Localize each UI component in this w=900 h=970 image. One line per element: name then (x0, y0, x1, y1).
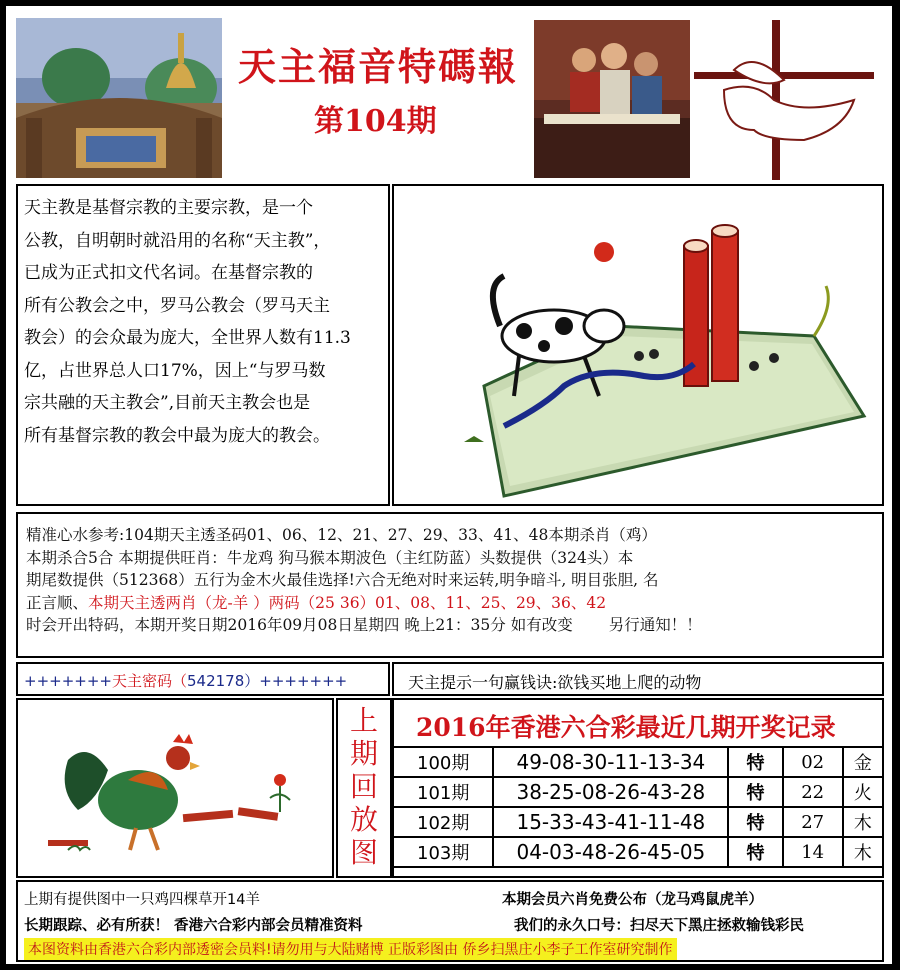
rooster-image (18, 700, 332, 876)
results-box (392, 698, 884, 878)
footer-slogan: 我们的永久口号：扫尽天下黑庄拯救输钱彩民 (514, 918, 804, 934)
intro-line: 亿，占世界总人口17%，因上“与罗马数 (24, 360, 326, 381)
period-cell: 101期 (393, 777, 493, 807)
secret-code (24, 670, 347, 691)
last-supper-image (534, 20, 690, 178)
secret-prefix: +++++++ (24, 672, 112, 690)
notes-line-3: 期尾数提供（512368）五行为金木火最佳选择!六合无绝对时来运转,明争暗斗, 明目张胆, 名 (26, 571, 659, 589)
notes-line-5-end: 另行通知！！ (608, 616, 702, 634)
header-title: 天主福音特碼報 (238, 44, 519, 89)
replay-label (338, 704, 390, 869)
replay-char: 回 (349, 770, 378, 803)
notes-line-4-highlight: 本期天主透两肖（龙-羊 ）两码（25 36）01、08、11、25、29、36、42 (88, 593, 607, 612)
special-label-cell: 特 (728, 777, 782, 807)
replay-char: 上 (349, 704, 378, 737)
notes-line-4-plain: 正言顺、 (26, 593, 89, 612)
special-number-cell: 22 (783, 777, 843, 807)
intro-line: 宗共融的天主教会”,目前天主教会也是 (24, 393, 311, 413)
period-cell: 100期 (393, 747, 493, 777)
intro-text-box (16, 184, 390, 506)
notes-line-1: 精准心水参考:104期天主透圣码01、06、12、21、27、29、33、41、48本期杀肖（鸡） (26, 526, 657, 544)
results-row (393, 807, 883, 837)
dog-snake-riddle-image (394, 186, 882, 504)
intro-line: 天主教是基督宗教的主要宗教，是一个 (24, 198, 313, 218)
numbers-cell: 49-08-30-11-13-34 (493, 747, 728, 777)
footer-member-zodiac: 本期会员六肖免费公布（龙马鸡鼠虎羊） (502, 892, 763, 908)
replay-label-box (336, 698, 392, 878)
special-label-cell: 特 (728, 837, 782, 867)
riddle-image-box (392, 184, 884, 506)
results-table (392, 746, 884, 868)
numbers-cell: 04-03-48-26-45-05 (493, 837, 728, 867)
intro-line: 已成为正式扣文代名词。在基督宗教的 (24, 263, 313, 283)
secret-suffix: ）+++++++ (244, 672, 348, 690)
results-title: 2016年香港六合彩最近几期开奖记录 (416, 713, 836, 742)
footer-highlight: 本图资料由香港六合彩内部透密会员料!请勿用与大陆赌博 正版彩图由 侨乡扫黑庄小李子工作室研究制作 (24, 938, 677, 960)
intro-line: 所有公教会之中，罗马公教会（罗马天主 (24, 295, 330, 316)
replay-char: 期 (349, 737, 378, 770)
element-cell: 火 (843, 777, 883, 807)
footer-follow-text: 长期跟踪、必有所获！ 香港六合彩内部会员精准资料 (24, 918, 363, 934)
results-row (393, 777, 883, 807)
special-label-cell: 特 (728, 807, 782, 837)
intro-line: 教会）的会众最为庞大，全世界人数有11.3 (24, 328, 351, 348)
results-row (393, 837, 883, 867)
issue-number: 第104期 (314, 104, 437, 139)
notes-line-5 (26, 614, 702, 637)
footer-box (16, 880, 884, 962)
notes-line-5-main: 时会开出特码，本期开奖日期2016年09月08日星期四 晚上21：35分 如有改变 (26, 616, 573, 634)
church-dome-image (16, 18, 222, 178)
secret-code-value: 542178 (187, 672, 245, 690)
element-cell: 木 (843, 837, 883, 867)
page (6, 6, 892, 964)
special-number-cell: 27 (783, 807, 843, 837)
replay-char: 放 (349, 803, 378, 836)
secret-code-box (16, 662, 390, 696)
special-number-cell: 02 (783, 747, 843, 777)
intro-line: 公教，自明朝时就沿用的名称“天主教”， (24, 230, 331, 251)
notes-box (16, 512, 884, 658)
period-cell: 102期 (393, 807, 493, 837)
footer-previous-hint: 上期有提供图中一只鸡四棵草开14羊 (24, 892, 260, 908)
special-label-cell: 特 (728, 747, 782, 777)
results-row (393, 747, 883, 777)
element-cell: 木 (843, 807, 883, 837)
tip-text: 天主提示一句赢钱诀:欲钱买地上爬的动物 (408, 673, 702, 692)
intro-line: 所有基督宗教的教会中最为庞大的教会。 (24, 425, 330, 446)
secret-label: 天主密码（ (111, 672, 187, 690)
rooster-image-box (16, 698, 334, 878)
replay-char: 图 (349, 836, 378, 869)
notes-line-2: 本期杀合5合 本期提供旺肖：牛龙鸡 狗马猴本期波色（主红防蓝）头数提供（324头）本 (26, 548, 634, 567)
header-frame (12, 12, 884, 182)
element-cell: 金 (843, 747, 883, 777)
notes-line-4 (26, 592, 702, 615)
tip-box (392, 662, 884, 696)
numbers-cell: 15-33-43-41-11-48 (493, 807, 728, 837)
period-cell: 103期 (393, 837, 493, 867)
numbers-cell: 38-25-08-26-43-28 (493, 777, 728, 807)
cross-dove-image (694, 20, 882, 180)
special-number-cell: 14 (783, 837, 843, 867)
